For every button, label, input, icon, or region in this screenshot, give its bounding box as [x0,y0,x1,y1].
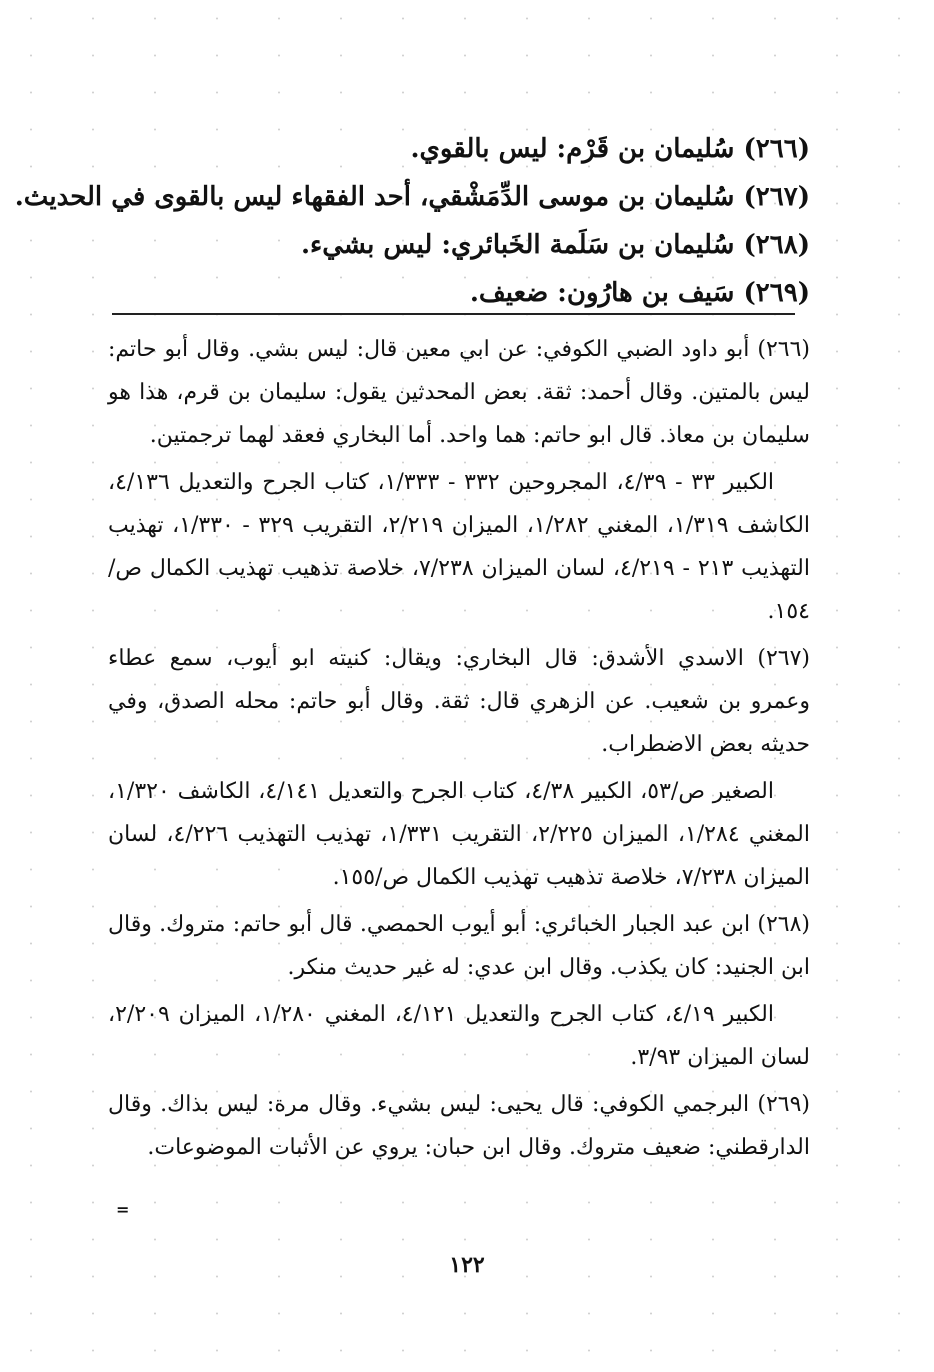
footnote-sources: الصغير ص/٥٣، الكبير ٤/٣٨، كتاب الجرح والتعديل ٤/١٤١، الكاشف ١/٣٢٠، المغني ١/٢٨٤، الميزان ٢/٢٢٥، التقريب ١/٣٣١، تهذيب التهذيب ٤/٢٢٦، لسان الميزان ٧/٢٣٨، خلاصة تذهيب تهذيب الكمال ص/١٥٥. [108,779,810,890]
footnote-sources: الكبير ٤/١٩، كتاب الجرح والتعديل ٤/١٢١، المغني ١/٢٨٠، الميزان ٢/٢٠٩، لسان الميزان ٣/٩٣. [108,1002,810,1070]
footnote-divider [112,313,795,315]
footnote-biography: (٢٦٦) أبو داود الضبي الكوفي: عن ابي معين قال: ليس بشي. وقال أبو حاتم: ليس بالمتين. وقال أحمد: ثقة. بعض المحدثين يقول: سليمان بن قرم، هذا هو سليمان بن معاذ. قال ابو حاتم: هما واحد. أما البخاري فعقد لهما ترجمتين. [108,337,810,448]
main-entry: (٢٦٩) سَيف بن هارُون: ضعيف. [469,278,810,308]
main-entry: (٢٦٦) سُليمان بن قَرْم: ليس بالقوي. [410,134,810,164]
main-entry: (٢٦٨) سُليمان بن سَلَمة الخَبائري: ليس بشيء. [300,230,810,260]
footnote-biography: (٢٦٨) ابن عبد الجبار الخبائري: أبو أيوب الحمصي. قال أبو حاتم: متروك. وقال ابن الجنيد: كان يكذب. وقال ابن عدي: له غير حديث منكر. [108,912,810,980]
main-entry: (٢٦٧) سُليمان بن موسى الدِّمَشْقي، أحد الفقهاء ليس بالقوى في الحديث. [14,182,810,212]
footnote-sources: الكبير ٣٣ - ٤/٣٩، المجروحين ٣٣٢ - ١/٣٣٣، كتاب الجرح والتعديل ٤/١٣٦، الكاشف ١/٣١٩، المغني ١/٢٨٢، الميزان ٢/٢١٩، التقريب ٣٢٩ - ١/٣٣٠، تهذيب التهذيب ٢١٣ - ٤/٢١٩، لسان الميزان ٧/٢٣٨، خلاصة تذهيب تهذيب الكمال ص/١٥٤. [108,470,811,624]
continuation-mark: = [116,1200,130,1219]
footnote-biography: (٢٦٧) الاسدي الأشدق: قال البخاري: ويقال: كنيته ابو أيوب، سمع عطاء وعمرو بن شعيب. عن الزهري قال: ثقة. وقال أبو حاتم: محله الصدق، وفي حديثه بعض الاضطراب. [108,646,810,757]
main-entries [14,125,810,317]
footnote-biography: (٢٦٩) البرجمي الكوفي: قال يحيى: ليس بشيء. وقال مرة: ليس بذاك. وقال الدارقطني: ضعيف متروك. وقال ابن حبان: يروي عن الأثبات الموضوعات. [108,1092,810,1160]
page-number: ١٢٢ [449,1252,485,1278]
footnotes [108,328,810,1173]
